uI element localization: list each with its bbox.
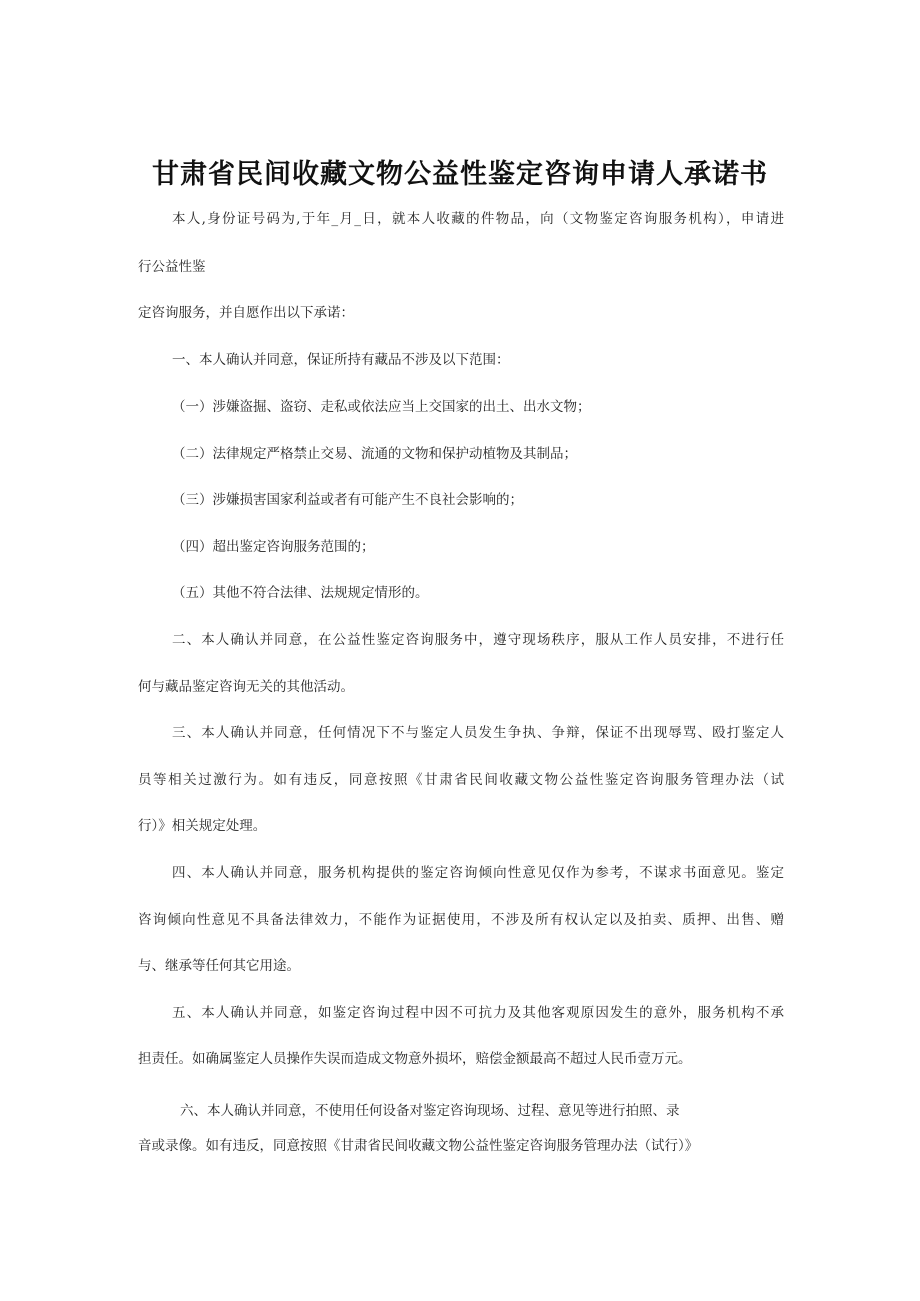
document-title: 甘肃省民间收藏文物公益性鉴定咨询申请人承诺书 — [152, 159, 768, 190]
paragraph-line: 六、本人确认并同意，不使用任何设备对鉴定咨询现场、过程、意见等进行拍照、录 — [180, 1103, 680, 1119]
paragraph-line: 五、本人确认并同意，如鉴定咨询过程中因不可抗力及其他客观原因发生的意外，服务机构不承 — [172, 1005, 784, 1021]
paragraph-line: 二、本人确认并同意，在公益性鉴定咨询服务中，遵守现场秩序，服从工作人员安排，不进行任 — [172, 632, 784, 648]
paragraph-line: 员等相关过激行为。如有违反，同意按照《甘肃省民间收藏文物公益性鉴定咨询服务管理办法（试 — [138, 772, 784, 788]
paragraph-line: （二）法律规定严格禁止交易、流通的文物和保护动植物及其制品； — [172, 446, 577, 462]
paragraph-line: 与、继承等任何其它用途。 — [138, 958, 300, 974]
paragraph-line: 音或录像。如有违反，同意按照《甘肃省民间收藏文物公益性鉴定咨询服务管理办法（试行）》 — [138, 1138, 699, 1154]
paragraph-line: 四、本人确认并同意，服务机构提供的鉴定咨询倾向性意见仅作为参考，不谋求书面意见。鉴定 — [172, 865, 784, 881]
paragraph-line: （五）其他不符合法律、法规规定情形的。 — [172, 585, 429, 601]
paragraph-line: 一、本人确认并同意，保证所持有藏品不涉及以下范围： — [172, 352, 510, 368]
paragraph-line: 何与藏品鉴定咨询无关的其他活动。 — [138, 679, 354, 695]
paragraph-line: 本人,身份证号码为,于年_月_日，就本人收藏的件物品，向（文物鉴定咨询服务机构），申请进 — [172, 211, 784, 227]
paragraph-line: （三）涉嫌损害国家利益或者有可能产生不良社会影响的； — [172, 492, 523, 508]
paragraph-line: （一）涉嫌盗掘、盗窃、走私或依法应当上交国家的出土、出水文物； — [172, 399, 591, 415]
paragraph-line: （四）超出鉴定咨询服务范围的； — [172, 539, 375, 555]
paragraph-line: 定咨询服务，并自愿作出以下承诺： — [138, 305, 354, 321]
paragraph-line: 行）》相关规定处理。 — [138, 818, 267, 834]
paragraph-line: 咨询倾向性意见不具备法律效力，不能作为证据使用，不涉及所有权认定以及拍卖、质押、出售、赠 — [138, 912, 784, 928]
paragraph-line: 三、本人确认并同意，任何情况下不与鉴定人员发生争执、争辩，保证不出现辱骂、殴打鉴定人 — [172, 725, 784, 741]
paragraph-line: 行公益性鉴 — [138, 259, 206, 275]
paragraph-line: 担责任。如确属鉴定人员操作失误而造成文物意外损坏，赔偿金额最高不超过人民币壹万元。 — [138, 1051, 692, 1067]
